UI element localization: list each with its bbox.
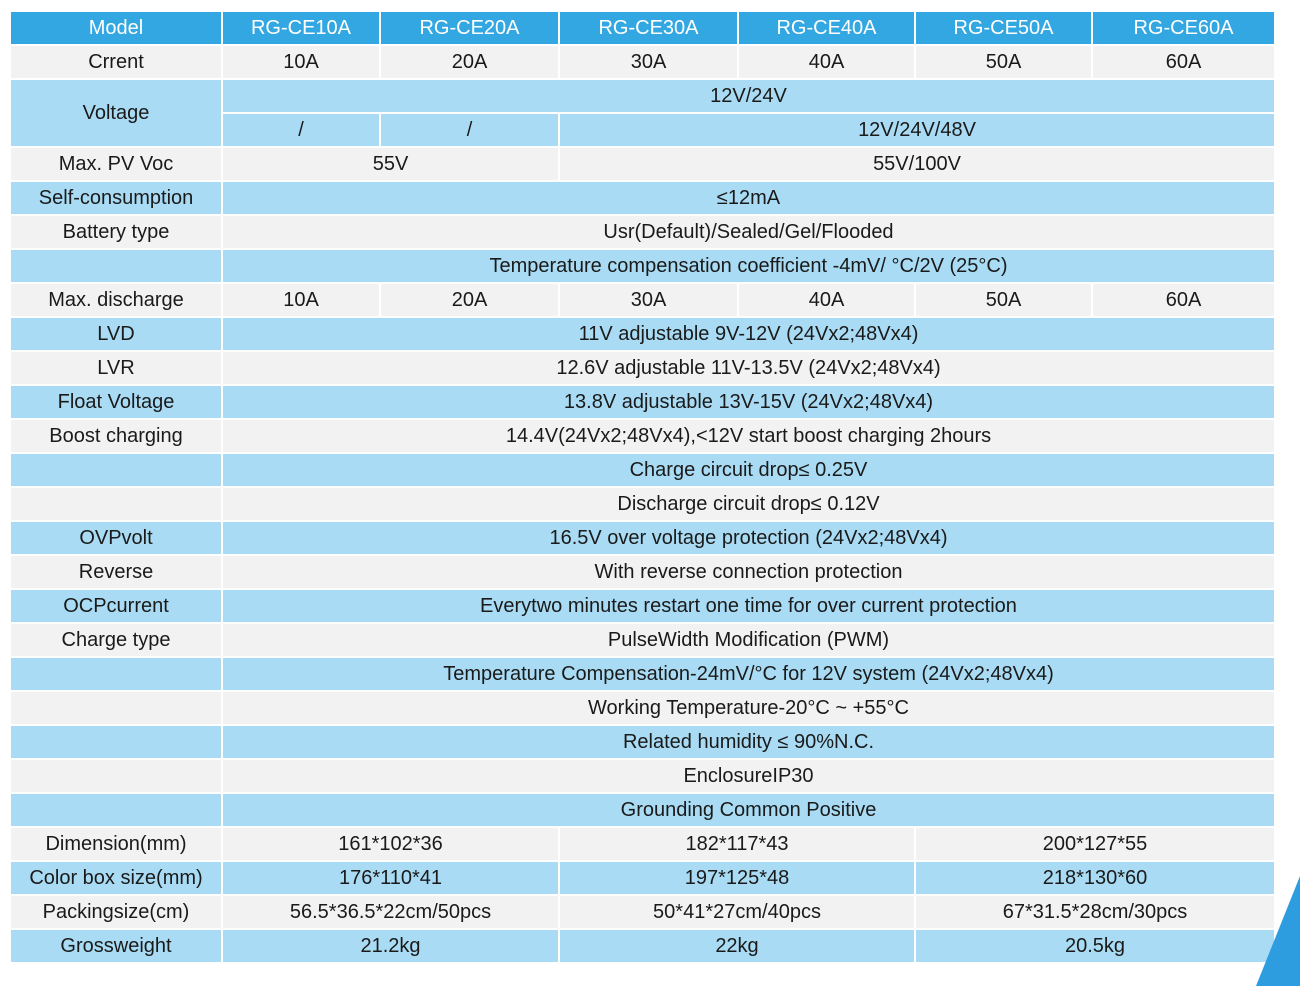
model-name: RG-CE20A — [380, 11, 559, 45]
boost-charging-row — [10, 419, 1275, 453]
row-label — [10, 793, 222, 827]
cell-value: 10A — [222, 45, 380, 79]
row-label — [10, 691, 222, 725]
cell-value: 56.5*36.5*22cm/50pcs — [222, 895, 559, 929]
cell-value: 55V/100V — [559, 147, 1275, 181]
enclosure-row — [10, 759, 1275, 793]
cell-value: 13.8V adjustable 13V-15V (24Vx2;48Vx4) — [222, 385, 1275, 419]
cell-value: Charge circuit drop≤ 0.25V — [222, 453, 1275, 487]
cell-value: 20.5kg — [915, 929, 1275, 963]
cell-value: 12.6V adjustable 11V-13.5V (24Vx2;48Vx4) — [222, 351, 1275, 385]
cell-value: 12V/24V — [222, 79, 1275, 113]
temp-comp-system-row — [10, 657, 1275, 691]
model-name: RG-CE50A — [915, 11, 1092, 45]
cell-value: 30A — [559, 283, 738, 317]
reverse-row — [10, 555, 1275, 589]
cell-value: 50A — [915, 45, 1092, 79]
row-label: Voltage — [10, 79, 222, 147]
row-label: Self-consumption — [10, 181, 222, 215]
row-label: Color box size(mm) — [10, 861, 222, 895]
voltage-row — [10, 79, 1275, 113]
row-label: LVR — [10, 351, 222, 385]
cell-value: Related humidity ≤ 90%N.C. — [222, 725, 1275, 759]
cell-value: Temperature compensation coefficient -4mV/ °C/2V (25°C) — [222, 249, 1275, 283]
row-label — [10, 453, 222, 487]
cell-value: 161*102*36 — [222, 827, 559, 861]
ocp-row — [10, 589, 1275, 623]
cell-value: Discharge circuit drop≤ 0.12V — [222, 487, 1275, 521]
cell-value: 16.5V over voltage protection (24Vx2;48Vx4) — [222, 521, 1275, 555]
spec-table — [9, 10, 1276, 964]
row-label: OCPcurrent — [10, 589, 222, 623]
header-label: Model — [10, 11, 222, 45]
cell-value: Everytwo minutes restart one time for over current protection — [222, 589, 1275, 623]
row-label: Max. PV Voc — [10, 147, 222, 181]
cell-value: 182*117*43 — [559, 827, 915, 861]
cell-value: 20A — [380, 283, 559, 317]
temp-comp-row — [10, 249, 1275, 283]
cell-value: 12V/24V/48V — [559, 113, 1275, 147]
charge-type-row — [10, 623, 1275, 657]
row-label: LVD — [10, 317, 222, 351]
cell-value: 11V adjustable 9V-12V (24Vx2;48Vx4) — [222, 317, 1275, 351]
row-label — [10, 725, 222, 759]
pv-voc-row — [10, 147, 1275, 181]
gross-weight-row — [10, 929, 1275, 963]
cell-value: EnclosureIP30 — [222, 759, 1275, 793]
row-label: Max. discharge — [10, 283, 222, 317]
cell-value: 60A — [1092, 45, 1275, 79]
float-voltage-row — [10, 385, 1275, 419]
row-label — [10, 249, 222, 283]
cell-value: 200*127*55 — [915, 827, 1275, 861]
row-label: Reverse — [10, 555, 222, 589]
row-label — [10, 657, 222, 691]
row-label: Battery type — [10, 215, 222, 249]
model-name: RG-CE10A — [222, 11, 380, 45]
self-consumption-row — [10, 181, 1275, 215]
accent-stripe-shape — [1256, 876, 1300, 986]
discharge-drop-row — [10, 487, 1275, 521]
model-name: RG-CE30A — [559, 11, 738, 45]
model-name: RG-CE60A — [1092, 11, 1275, 45]
working-temp-row — [10, 691, 1275, 725]
cell-value: With reverse connection protection — [222, 555, 1275, 589]
cell-value: 55V — [222, 147, 559, 181]
cell-value: 50*41*27cm/40pcs — [559, 895, 915, 929]
cell-value: 14.4V(24Vx2;48Vx4),<12V start boost charging 2hours — [222, 419, 1275, 453]
row-label: Dimension(mm) — [10, 827, 222, 861]
model-name: RG-CE40A — [738, 11, 915, 45]
cell-value: 10A — [222, 283, 380, 317]
row-label: OVPvolt — [10, 521, 222, 555]
row-label: Grossweight — [10, 929, 222, 963]
dimension-row — [10, 827, 1275, 861]
row-label: Boost charging — [10, 419, 222, 453]
battery-type-row — [10, 215, 1275, 249]
decorative-stripe — [1250, 876, 1300, 986]
lvr-row — [10, 351, 1275, 385]
header-row — [10, 11, 1275, 45]
charge-drop-row — [10, 453, 1275, 487]
row-label: Charge type — [10, 623, 222, 657]
cell-value: 197*125*48 — [559, 861, 915, 895]
cell-value: 67*31.5*28cm/30pcs — [915, 895, 1275, 929]
cell-value: 218*130*60 — [915, 861, 1275, 895]
cell-value: Grounding Common Positive — [222, 793, 1275, 827]
cell-value: 50A — [915, 283, 1092, 317]
current-row — [10, 45, 1275, 79]
cell-value: 20A — [380, 45, 559, 79]
max-discharge-row — [10, 283, 1275, 317]
row-label: Packingsize(cm) — [10, 895, 222, 929]
cell-value: Working Temperature-20°C ~ +55°C — [222, 691, 1275, 725]
cell-value: 40A — [738, 283, 915, 317]
cell-value: 30A — [559, 45, 738, 79]
cell-value: 40A — [738, 45, 915, 79]
packing-row — [10, 895, 1275, 929]
row-label: Crrent — [10, 45, 222, 79]
row-label: Float Voltage — [10, 385, 222, 419]
cell-value: 60A — [1092, 283, 1275, 317]
cell-value: / — [222, 113, 380, 147]
cell-value: 22kg — [559, 929, 915, 963]
grounding-row — [10, 793, 1275, 827]
row-label — [10, 487, 222, 521]
cell-value: ≤12mA — [222, 181, 1275, 215]
ovp-row — [10, 521, 1275, 555]
cell-value: / — [380, 113, 559, 147]
lvd-row — [10, 317, 1275, 351]
row-label — [10, 759, 222, 793]
cell-value: 176*110*41 — [222, 861, 559, 895]
humidity-row — [10, 725, 1275, 759]
cell-value: 21.2kg — [222, 929, 559, 963]
cell-value: PulseWidth Modification (PWM) — [222, 623, 1275, 657]
cell-value: Temperature Compensation-24mV/°C for 12V system (24Vx2;48Vx4) — [222, 657, 1275, 691]
color-box-row — [10, 861, 1275, 895]
cell-value: Usr(Default)/Sealed/Gel/Flooded — [222, 215, 1275, 249]
